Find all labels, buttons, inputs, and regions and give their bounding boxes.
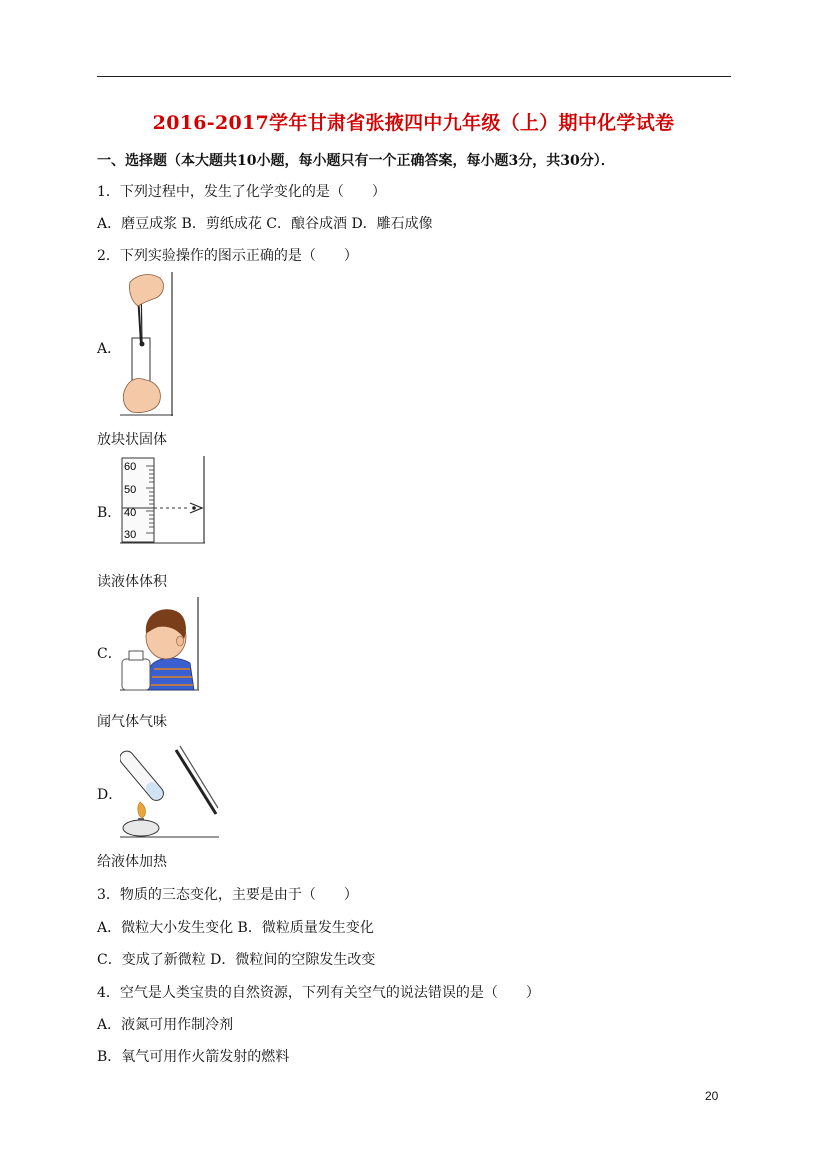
tick-label-30: 30	[124, 529, 137, 541]
question-2-stem: 2．下列实验操作的图示正确的是（ ）	[97, 248, 358, 264]
option-c-label: C．	[97, 646, 122, 662]
question-3-options-line-1: A．微粒大小发生变化 B．微粒质量发生变化	[97, 920, 374, 936]
figure-placing-solid	[120, 272, 174, 416]
question-1-options: A．磨豆成浆 B．剪纸成花 C．酿谷成酒 D．雕石成像	[97, 216, 433, 232]
question-3-options-line-2: C．变成了新微粒 D．微粒间的空隙发生改变	[97, 952, 376, 968]
tick-label-50: 50	[124, 484, 137, 496]
exam-title: 2016-2017学年甘肃省张掖四中九年级（上）期中化学试卷	[152, 112, 675, 134]
figure-smelling-gas	[120, 597, 200, 691]
option-d-label: D．	[97, 787, 123, 803]
question-1-stem: 1．下列过程中，发生了化学变化的是（ ）	[97, 184, 386, 200]
figure-reading-volume	[120, 456, 206, 544]
question-4-option-a: A．液氮可用作制冷剂	[97, 1017, 234, 1033]
question-4-stem: 4．空气是人类宝贵的自然资源，下列有关空气的说法错误的是（ ）	[97, 985, 540, 1001]
tick-label-40: 40	[124, 507, 137, 519]
question-3-stem: 3．物质的三态变化，主要是由于（ ）	[97, 887, 358, 903]
option-b-label: B．	[97, 505, 122, 521]
header-rule	[97, 76, 731, 77]
tick-label-60: 60	[124, 461, 137, 473]
option-d-caption: 给液体加热	[97, 854, 167, 870]
section-heading: 一、选择题（本大题共10小题，每小题只有一个正确答案，每小题3分，共30分）．	[97, 153, 615, 169]
page-number: 20	[705, 1089, 719, 1103]
figure-heating-liquid	[120, 738, 220, 838]
question-4-option-b: B．氧气可用作火箭发射的燃料	[97, 1049, 290, 1065]
option-b-caption: 读液体体积	[97, 574, 167, 590]
option-a-caption: 放块状固体	[97, 432, 167, 448]
option-a-label: A．	[97, 341, 122, 357]
option-c-caption: 闻气体气味	[97, 714, 167, 730]
